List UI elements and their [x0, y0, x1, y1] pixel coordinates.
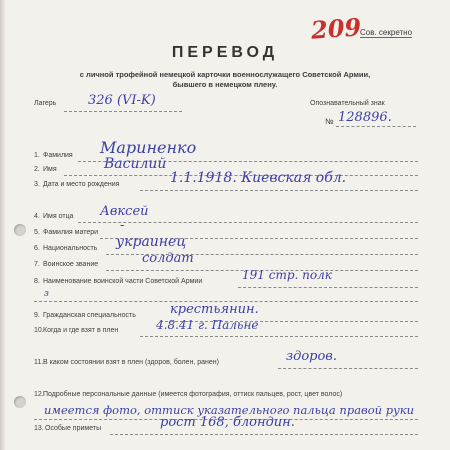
field-8-value: 191 стр. полк: [242, 268, 332, 282]
field-5-number: 5.: [34, 229, 40, 236]
field-4-number: 4.: [34, 213, 40, 220]
field-4-value: Авксей: [100, 204, 149, 219]
field-11-label: В каком состоянии взят в плен (здоров, болен, ранен): [43, 359, 219, 366]
field-8-label: Наименование воинской части Советской Армии: [43, 278, 203, 285]
field-10-label: Когда и где взят в плен: [43, 327, 119, 334]
field-1-label: Фамилия: [43, 152, 73, 159]
document-subtitle-line1: с личной трофейной немецкой карточки военнослужащего Советской Армии,: [79, 70, 371, 79]
field-5-value: -: [120, 218, 125, 233]
field-12-number: 12.: [34, 391, 44, 398]
field-2-label: Имя: [43, 166, 57, 173]
punch-hole-upper: [14, 224, 26, 236]
field-13-label: Особые приметы: [45, 425, 102, 432]
id-mark-underline: [336, 126, 416, 127]
secrecy-mark: Сов. секретно: [360, 28, 413, 37]
field-13-number: 13.: [34, 425, 44, 432]
field-3-value: 1.1.1918. Киевская обл.: [170, 170, 347, 186]
field-9-number: 9.: [34, 312, 40, 319]
field-11-line: [278, 368, 418, 369]
field-11-number: 11.: [34, 359, 44, 366]
field-8-sub-mark: з: [44, 289, 49, 299]
field-10-number: 10.: [34, 327, 44, 334]
field-10-value: 4.8.41 г. Пальне: [156, 318, 259, 332]
field-4-line: [78, 222, 418, 223]
field-9-value: крестьянин.: [170, 302, 259, 317]
field-6-label: Национальность: [43, 245, 98, 252]
camp-underline: [64, 111, 182, 112]
document-title: ПЕРЕВОД: [171, 44, 279, 61]
field-11-value: здоров.: [286, 349, 338, 364]
camp-label: Лагерь: [34, 100, 57, 107]
field-1-number: 1.: [34, 152, 40, 159]
field-7-number: 7.: [34, 261, 40, 268]
field-13-line: [110, 434, 418, 435]
handwritten-stamp-number: 209: [310, 12, 363, 45]
field-8-line: [238, 287, 418, 288]
camp-value: 326 (VI-K): [88, 93, 156, 108]
paper-left-edge: [0, 0, 6, 450]
field-13-value: рост 168, блондин.: [160, 415, 295, 430]
document-subtitle-line2: бывшего в немецком плену.: [172, 80, 278, 89]
field-5-label: Фамилия матери: [43, 229, 99, 236]
field-6-value: украинец: [116, 234, 187, 250]
field-7-label: Воинское звание: [43, 261, 99, 268]
field-3-label: Дата и место рождения: [43, 181, 120, 188]
field-2-number: 2.: [34, 166, 40, 173]
field-3-number: 3.: [34, 181, 40, 188]
field-1-value: Мариненко: [100, 138, 197, 157]
field-2-value: Василий: [104, 156, 167, 172]
field-10-line: [140, 336, 418, 337]
punch-hole-lower: [14, 396, 26, 408]
id-mark-prefix: №: [325, 117, 334, 126]
field-12-label: Подробные персональные данные (имеется фотография, оттиск пальцев, рост, цвет волос): [43, 391, 343, 398]
field-6-number: 6.: [34, 245, 40, 252]
field-9-label: Гражданская специальность: [43, 312, 136, 319]
id-mark-label: Опознавательный знак: [310, 100, 385, 107]
field-4-label: Имя отца: [43, 213, 74, 220]
id-mark-value: 128896.: [338, 110, 392, 125]
field-12-value: имеется фото, оттиск указательного пальца правой руки: [44, 403, 415, 417]
field-7-value: солдат: [142, 251, 194, 266]
field-8-number: 8.: [34, 278, 40, 285]
field-3-line: [140, 190, 418, 191]
